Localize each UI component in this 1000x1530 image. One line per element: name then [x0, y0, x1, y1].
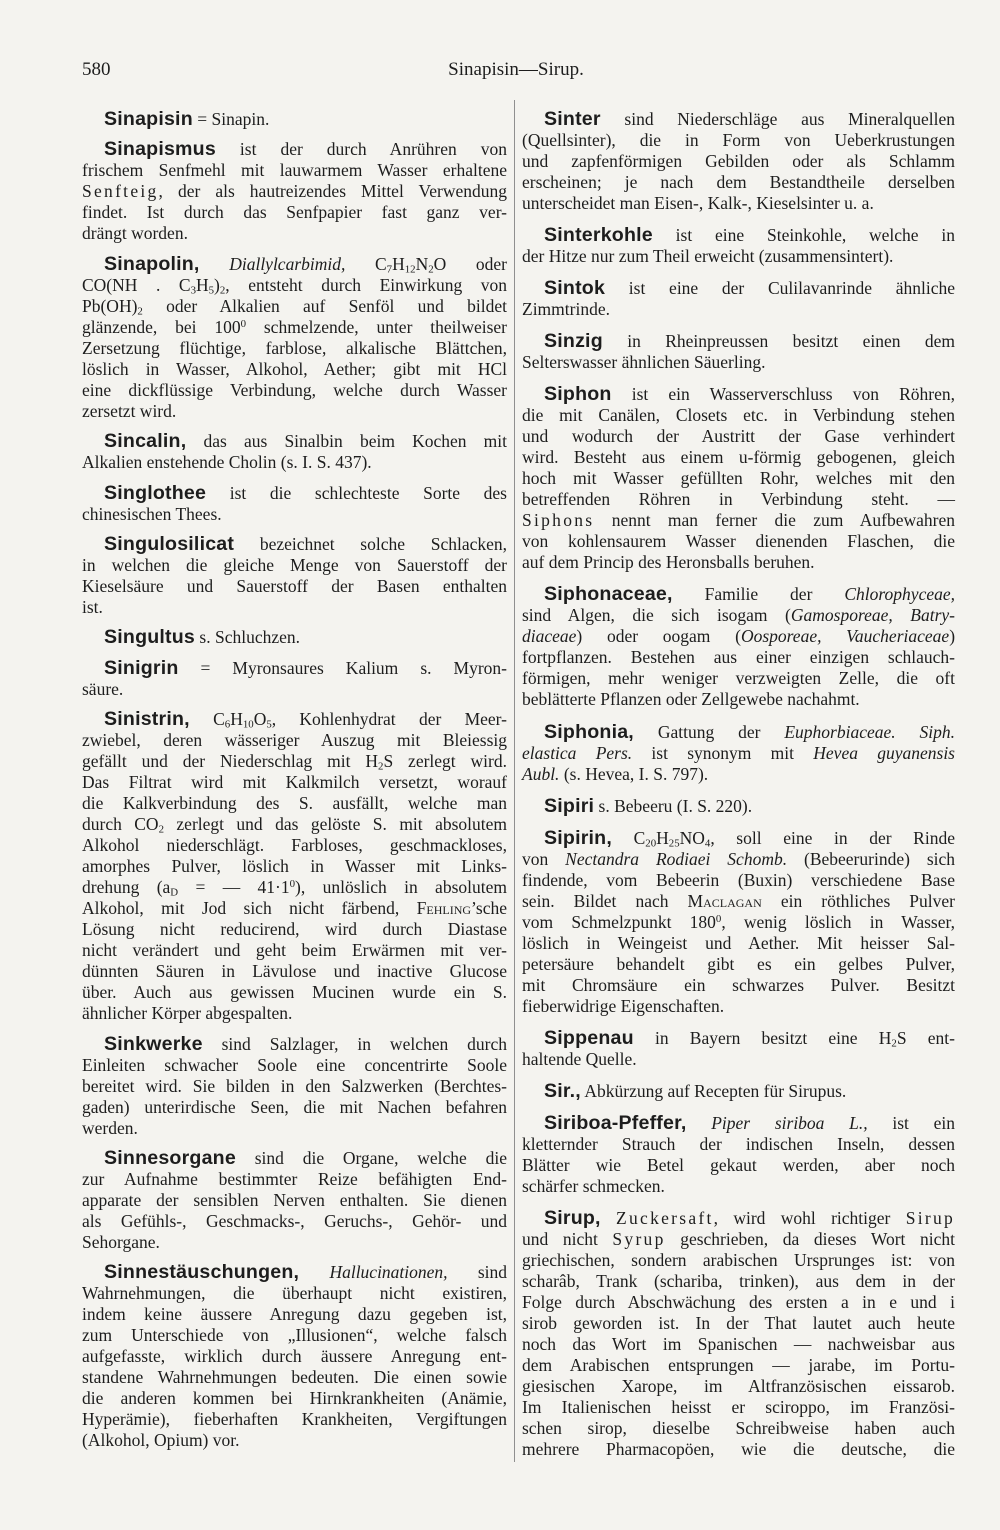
- dictionary-entry: [522, 1028, 955, 1070]
- text-line: Alkalien enstehende Cholin (s. I. S. 437).: [82, 452, 372, 473]
- entry-headword: Sinnesorgane: [104, 1146, 236, 1169]
- text-line: Singulosilicat bezeichnet solche Schlacken,: [104, 532, 507, 555]
- text-line: Folge durch Abschwächung des ersten a in e und i: [522, 1292, 955, 1313]
- text-line: Sintok ist eine der Culilavanrinde ähnliche: [544, 277, 955, 300]
- text-line: Sinigrin = Myronsaures Kalium s. Myron-: [104, 656, 507, 679]
- text-line: Sinnesorgane sind die Organe, welche die: [104, 1146, 507, 1169]
- text-line: unterscheidet man Eisen-, Kalk-, Kieselsinter u. a.: [522, 193, 874, 213]
- text-line: Sir., Abkürzung auf Recepten für Sirupus.: [544, 1079, 847, 1102]
- text-line: scharâb, Trank (schariba, trinken), aus dem in der: [522, 1271, 955, 1292]
- italic-text: Piper siriboa L.,: [711, 1113, 868, 1134]
- dictionary-entry: [522, 1208, 955, 1460]
- text-line: Zersetzung flüchtige, farblose, alkalische Blättchen,: [82, 337, 507, 358]
- entry-headword: Siphonia,: [544, 720, 634, 743]
- entry-headword: Singlothee: [104, 481, 207, 504]
- text-line: und zapfenförmigen Gebilden oder als Schlamm: [522, 151, 955, 171]
- entry-headword: Siphon: [544, 383, 612, 406]
- text-line: als Gefühls-, Geschmacks-, Geruchs-, Gehör- und: [82, 1210, 507, 1231]
- text-line: von Nectandra Rodiaei Schomb. (Bebeerurinde) sich: [522, 848, 956, 869]
- text-line: von kohlensaurem Wasser dienenden Flaschen, die: [522, 531, 955, 552]
- text-line: löslich in Weingeist und Aether. Mit heisser Sal-: [522, 932, 955, 953]
- subscript: 3: [190, 284, 196, 297]
- entry-headword: Sippenau: [544, 1026, 634, 1049]
- text-line: diaceae) oder oogam (Oosporeae, Vaucheriaceae): [522, 626, 956, 647]
- subscript: 2: [378, 760, 384, 773]
- subscript: 7: [386, 263, 393, 276]
- subscript: 4: [704, 837, 711, 850]
- spaced-text: Zuckersaft: [616, 1208, 714, 1229]
- dictionary-entry: [82, 109, 507, 130]
- text-line: schärfer schmecken.: [522, 1176, 665, 1197]
- subscript: 2: [137, 305, 143, 318]
- text-line: gefällt und der Niederschlag mit $H_2S$ zerlegt wird.: [82, 751, 507, 773]
- text-line: (Quellsinter), die in Form von Ueberkrustungen: [522, 130, 955, 150]
- text-line: Im Italienischen heisst er sciroppo, im Französi-: [522, 1397, 955, 1418]
- text-line: und nicht Syrup geschrieben, da dieses Wort nicht: [522, 1229, 955, 1250]
- text-line: fortpflanzen. Bestehen aus einer einzigen schlauch-: [522, 647, 955, 668]
- dictionary-entry: [82, 709, 507, 1024]
- text-line: Siphonaceae, Familie der Chlorophyceae,: [544, 583, 955, 606]
- entry-headword: Singulosilicat: [104, 532, 235, 555]
- text-line: zum Unterschiede von „Illusionen“, welche falsch: [82, 1325, 507, 1346]
- text-line: dem Arabischen entsprungen — jarabe, im Portu-: [522, 1355, 955, 1376]
- text-line: zwiebel, deren wässeriger Auszug mit Bleiessig: [82, 730, 507, 751]
- text-line: fieberwidrige Eigenschaften.: [522, 995, 725, 1016]
- text-line: Sincalin, das aus Sinalbin beim Kochen mit: [104, 430, 507, 453]
- subscript: 25: [668, 837, 680, 850]
- text-line: Sinnestäuschungen, Hallucinationen, sind: [104, 1261, 507, 1284]
- dictionary-entry: [522, 828, 955, 1017]
- text-line: die mit Canälen, Closets etc. in Verbindung stehen: [522, 405, 955, 426]
- text-line: dünnten Säuren in Lävulose und inactive Glucose: [82, 961, 507, 982]
- text-line: zur Aufnahme bestimmter Reize befähigten End-: [82, 1168, 507, 1189]
- text-line: Sehorgane.: [82, 1231, 160, 1252]
- dictionary-entry: [522, 278, 955, 320]
- text-line: die anderen kommen bei Hirnkrankheiten (Anämie,: [82, 1388, 507, 1409]
- entry-headword: Sipiri: [544, 794, 595, 817]
- text-line: förmigen, mehr weniger verzweigten Zelle, die oft: [522, 668, 955, 689]
- entry-headword: Sirup,: [544, 1207, 601, 1230]
- text-line: löslich in Wasser, Alkohol, Aether; gibt mit HCl: [82, 358, 507, 379]
- subscript: 5: [208, 284, 215, 297]
- entry-headword: Sinistrin,: [104, 708, 190, 731]
- subscript: 2: [891, 1037, 897, 1050]
- text-line: giesischen Xarope, im Altfranzösischen eissarob.: [522, 1376, 955, 1397]
- italic-text: Gamosporeae, Batry-: [790, 605, 955, 626]
- text-line: Das Filtrat wird mit Kalkmilch versetzt, worauf: [82, 772, 507, 793]
- text-line: Sinter sind Niederschläge aus Mineralquellen: [544, 108, 955, 130]
- text-line: Singlothee ist die schlechteste Sorte des: [104, 481, 507, 504]
- text-line: werden.: [82, 1117, 138, 1138]
- text-line: Hyperämie), fieberhaften Krankheiten, Vergiftungen: [82, 1409, 507, 1430]
- small-caps-name: Fehling: [416, 898, 472, 919]
- text-line: amorphes Pulver, löslich in Wasser mit Links-: [82, 856, 507, 877]
- text-line: Lösung nicht reducirend, wird durch Diastase: [82, 919, 507, 940]
- entry-headword: Singultus: [104, 626, 196, 649]
- text-line: Sinkwerke sind Salzlager, in welchen durch: [104, 1032, 507, 1055]
- text-line: ist.: [82, 596, 103, 617]
- text-line: durch $CO_2$ zerlegt und das gelöste S. mit absolutem: [82, 814, 507, 836]
- text-line: sind Algen, die sich isogam (Gamosporeae, Batry-: [522, 605, 955, 626]
- text-line: über. Auch aus gewissen Mucinen wurde ein S.: [82, 982, 507, 1003]
- subscript: 2: [219, 284, 226, 297]
- spaced-text: Siphons: [522, 510, 595, 531]
- text-line: CO(NH . $C_3H_5)_2$, entsteht durch Einwirkung von: [82, 274, 508, 297]
- text-line: mehrere Pharmacopöen, wie die deutsche, die: [522, 1439, 955, 1460]
- dictionary-entry: [522, 1113, 955, 1197]
- text-line: bereitet wird. Sie bilden in den Salzwerken (Berchtes-: [82, 1075, 507, 1096]
- spaced-text: Syrup: [612, 1229, 666, 1250]
- text-line: schen sirop, dieselbe Schreibweise haben auch: [522, 1418, 955, 1439]
- dictionary-entry: [82, 658, 507, 700]
- right-column: [522, 109, 955, 1460]
- dictionary-entry: [522, 1081, 955, 1102]
- text-line: Sinapolin, Diallylcarbimid, $C_7H_{12}N_2O$ oder: [104, 252, 507, 276]
- subscript: D: [170, 886, 179, 899]
- text-line: Sinapismus ist der durch Anrühren von: [104, 138, 507, 161]
- text-line: Wahrnehmungen, die überhaupt nicht existiren,: [82, 1283, 507, 1304]
- text-line: Sipirin, $C_{20}H_{25}NO_4$, soll eine in der Rinde: [544, 826, 955, 850]
- dictionary-entry: [522, 584, 955, 710]
- dictionary-entry: [82, 431, 507, 473]
- text-line: säure.: [82, 678, 124, 699]
- dictionary-entry: [82, 483, 507, 525]
- italic-text: elastica Pers.: [522, 742, 633, 763]
- italic-text: diaceae: [522, 626, 577, 647]
- text-line: Einleiten schwacher Soole eine concentrirte Soole: [82, 1054, 507, 1075]
- text-line: hoch mit Wasser gefüllten Rohr, welches mit den: [522, 468, 955, 489]
- dictionary-entry: [522, 225, 955, 267]
- text-line: Sippenau in Bayern besitzt eine $H_2S$ ent-: [544, 1026, 955, 1050]
- entry-headword: Sincalin,: [104, 430, 187, 453]
- italic-text: Oosporeae, Vaucheriaceae: [740, 626, 950, 647]
- spaced-text: Senfteig: [82, 181, 159, 202]
- small-caps-name: Maclagan: [687, 890, 762, 911]
- entry-headword: Sinapolin,: [104, 252, 200, 275]
- text-line: beblätterte Pflanzen oder Zellgewebe nachahmt.: [522, 689, 860, 710]
- italic-text: Nectandra Rodiaei Schomb.: [565, 848, 788, 869]
- text-line: aufgefasste, wirklich durch äussere Anregung ent-: [82, 1346, 507, 1367]
- dictionary-entry: [82, 254, 507, 422]
- text-line: erscheinen; je nach dem Bestandtheile derselben: [522, 172, 955, 192]
- dictionary-entry: [82, 627, 507, 648]
- entry-headword: Siphonaceae,: [544, 583, 673, 606]
- text-line: Sinzig in Rheinpreussen besitzt einen dem: [544, 330, 955, 353]
- dictionary-entry: [82, 1148, 507, 1253]
- text-line: mit Chromsäure ein schwarzes Pulver. Besitzt: [522, 974, 955, 995]
- text-line: die Kalkverbindung des S. ausfällt, welche man: [82, 793, 507, 814]
- text-line: auf dem Princip des Heronsballs beruhen.: [522, 552, 815, 573]
- text-line: findende, vom Bebeerin (Buxin) verschiedene Base: [522, 869, 955, 890]
- entry-headword: Sipirin,: [544, 826, 612, 849]
- text-line: Kieselsäure und Sauerstoff der Basen enthalten: [82, 575, 507, 596]
- italic-text: Diallylcarbimid,: [229, 253, 346, 274]
- text-line: zersetzt wird.: [82, 400, 177, 421]
- text-line: griechischen, sondern arabischen Ursprunges ist: von: [522, 1250, 955, 1271]
- text-line: chinesischen Thees.: [82, 503, 222, 524]
- spaced-text: Sirup: [905, 1208, 956, 1229]
- text-line: Sirup, Zuckersaft, wird wohl richtiger Sirup: [544, 1207, 956, 1230]
- text-line: gaden) unterirdische Seen, die mit Nachen befahren: [82, 1096, 507, 1117]
- text-line: haltende Quelle.: [522, 1048, 637, 1069]
- entry-headword: Sinzig: [544, 330, 603, 353]
- text-line: Siphon ist ein Wasserverschluss von Röhren,: [544, 383, 955, 406]
- text-line: ähnlicher Körper abgespalten.: [82, 1003, 293, 1024]
- dictionary-entry: [522, 109, 955, 214]
- italic-text: Euphorbiaceae. Siph.: [784, 721, 955, 742]
- dictionary-entry: [82, 534, 507, 618]
- text-line: Senfteig, der als hautreizendes Mittel Verwendung: [82, 181, 507, 202]
- superscript: 0: [240, 317, 247, 330]
- entry-headword: Sinapismus: [104, 138, 216, 161]
- text-line: drehung ($a_D$ = — $41\cdot 1^0$), unlöslich in absolutem: [82, 877, 507, 899]
- dictionary-entry: [82, 1034, 507, 1139]
- text-line: frischem Senfmehl mit lauwarmem Wasser erhaltene: [82, 160, 507, 181]
- text-line: Alkohol, mit Jod sich nicht färbend, Fehling’sche: [82, 898, 507, 919]
- entry-headword: Sinkwerke: [104, 1032, 203, 1055]
- text-line: standene Wahrnehmungen bedeuten. Die einen sowie: [82, 1367, 507, 1388]
- entry-headword: Sintok: [544, 277, 606, 300]
- superscript: 0: [289, 878, 296, 891]
- text-line: betreffenden Röhren in Verbindung steht. —: [522, 489, 955, 510]
- dictionary-entry: [82, 1262, 507, 1451]
- subscript: 10: [242, 718, 254, 731]
- superscript: 0: [715, 912, 722, 925]
- text-line: vom Schmelzpunkt $180^0$, wenig löslich in Wasser,: [522, 911, 955, 932]
- subscript: 12: [404, 263, 416, 276]
- subscript: 6: [224, 718, 231, 731]
- text-line: Blätter wie Betel gekaut werden, aber noch: [522, 1155, 955, 1176]
- dictionary-entry: [522, 331, 955, 373]
- entry-headword: Sinter: [544, 108, 601, 130]
- text-line: Sinapisin = Sinapin.: [104, 108, 270, 130]
- italic-text: Aubl.: [522, 763, 560, 784]
- italic-text: Hevea guyanensis: [813, 742, 955, 763]
- entry-headword: Sinterkohle: [544, 224, 653, 247]
- text-line: Aubl. (s. Hevea, I. S. 797).: [522, 763, 709, 784]
- text-line: Sinistrin, $C_6H_{10}O_5$, Kohlenhydrat der Meer-: [104, 708, 507, 731]
- text-line: nicht verändert und geht beim Erwärmen mit ver-: [82, 940, 507, 961]
- dictionary-entry: [522, 796, 955, 817]
- text-line: noch das Wort im Spanischen — nachweisbar aus: [522, 1334, 955, 1355]
- entry-headword: Sinnestäuschungen,: [104, 1261, 300, 1284]
- text-line: $Pb(OH)_2$ oder Alkalien auf Senföl und bildet: [82, 295, 507, 318]
- text-line: wird. Besteht aus einem u-förmig gebogenen, gleich: [522, 447, 955, 468]
- text-line: eine dickflüssige Verbindung, welche durch Wasser: [82, 379, 507, 400]
- text-line: apparate der sensiblen Nerven enthalten. Sie dienen: [82, 1189, 507, 1210]
- subscript: 5: [266, 718, 272, 731]
- text-line: Alkohol niederschlägt. Farbloses, geschmackloses,: [82, 835, 507, 856]
- italic-text: Hallucinationen,: [329, 1262, 448, 1283]
- text-line: sirob geworden ist. In der That lautet auch heute: [522, 1313, 955, 1334]
- left-column: [82, 109, 507, 1451]
- dictionary-entry: [82, 139, 507, 244]
- subscript: 2: [158, 823, 164, 836]
- text-line: findet. Ist durch das Senfpapier fast ganz ver-: [82, 202, 507, 223]
- text-line: Singultus s. Schluchzen.: [104, 626, 301, 649]
- entry-headword: Sinigrin: [104, 656, 179, 679]
- entry-headword: Sinapisin: [104, 108, 193, 130]
- dictionary-entry: [522, 384, 955, 573]
- text-line: Sinterkohle ist eine Steinkohle, welche in: [544, 224, 955, 247]
- italic-text: Chlorophyceae,: [844, 584, 955, 605]
- text-line: drängt worden.: [82, 223, 188, 244]
- text-line: Siriboa-Pfeffer, Piper siriboa L., ist ein: [544, 1112, 955, 1135]
- text-line: sein. Bildet nach Maclagan ein röthliches Pulver: [522, 890, 955, 911]
- text-line: kletternder Strauch der indischen Inseln, dessen: [522, 1134, 955, 1155]
- text-line: Siphonia, Gattung der Euphorbiaceae. Siph.: [544, 720, 955, 743]
- text-line: (Alkohol, Opium) vor.: [82, 1430, 240, 1451]
- text-line: Sipiri s. Bebeeru (I. S. 220).: [544, 794, 753, 817]
- dictionary-entry: [522, 722, 955, 785]
- entry-headword: Siriboa-Pfeffer,: [544, 1112, 687, 1135]
- text-line: der Hitze nur zum Theil erweicht (zusammensintert).: [522, 246, 894, 267]
- text-line: indem keine äussere Anregung dazu gegeben ist,: [82, 1304, 507, 1325]
- text-line: Zimmtrinde.: [522, 299, 610, 320]
- text-line: Selterswasser ähnlichen Säuerling.: [522, 352, 766, 373]
- text-line: elastica Pers. ist synonym mit Hevea guyanensis: [522, 742, 955, 763]
- text-line: Siphons nennt man ferner die zum Aufbewahren: [522, 510, 955, 531]
- subscript: 20: [645, 837, 657, 850]
- column-divider: [514, 100, 515, 1462]
- text-line: glänzende, bei $100^0$ schmelzende, unter theilweiser: [82, 316, 508, 337]
- text-line: und wodurch der Austritt der Gase verhindert: [522, 426, 955, 447]
- page-number: 580: [82, 59, 111, 80]
- text-line: in welchen die gleiche Menge von Sauerstoff der: [82, 554, 507, 575]
- text-line: petersäure behandelt gibt es ein gelbes Pulver,: [522, 953, 955, 974]
- running-title: Sinapisin—Sirup.: [448, 59, 584, 80]
- entry-headword: Sir.,: [544, 1079, 581, 1102]
- subscript: 2: [428, 263, 434, 276]
